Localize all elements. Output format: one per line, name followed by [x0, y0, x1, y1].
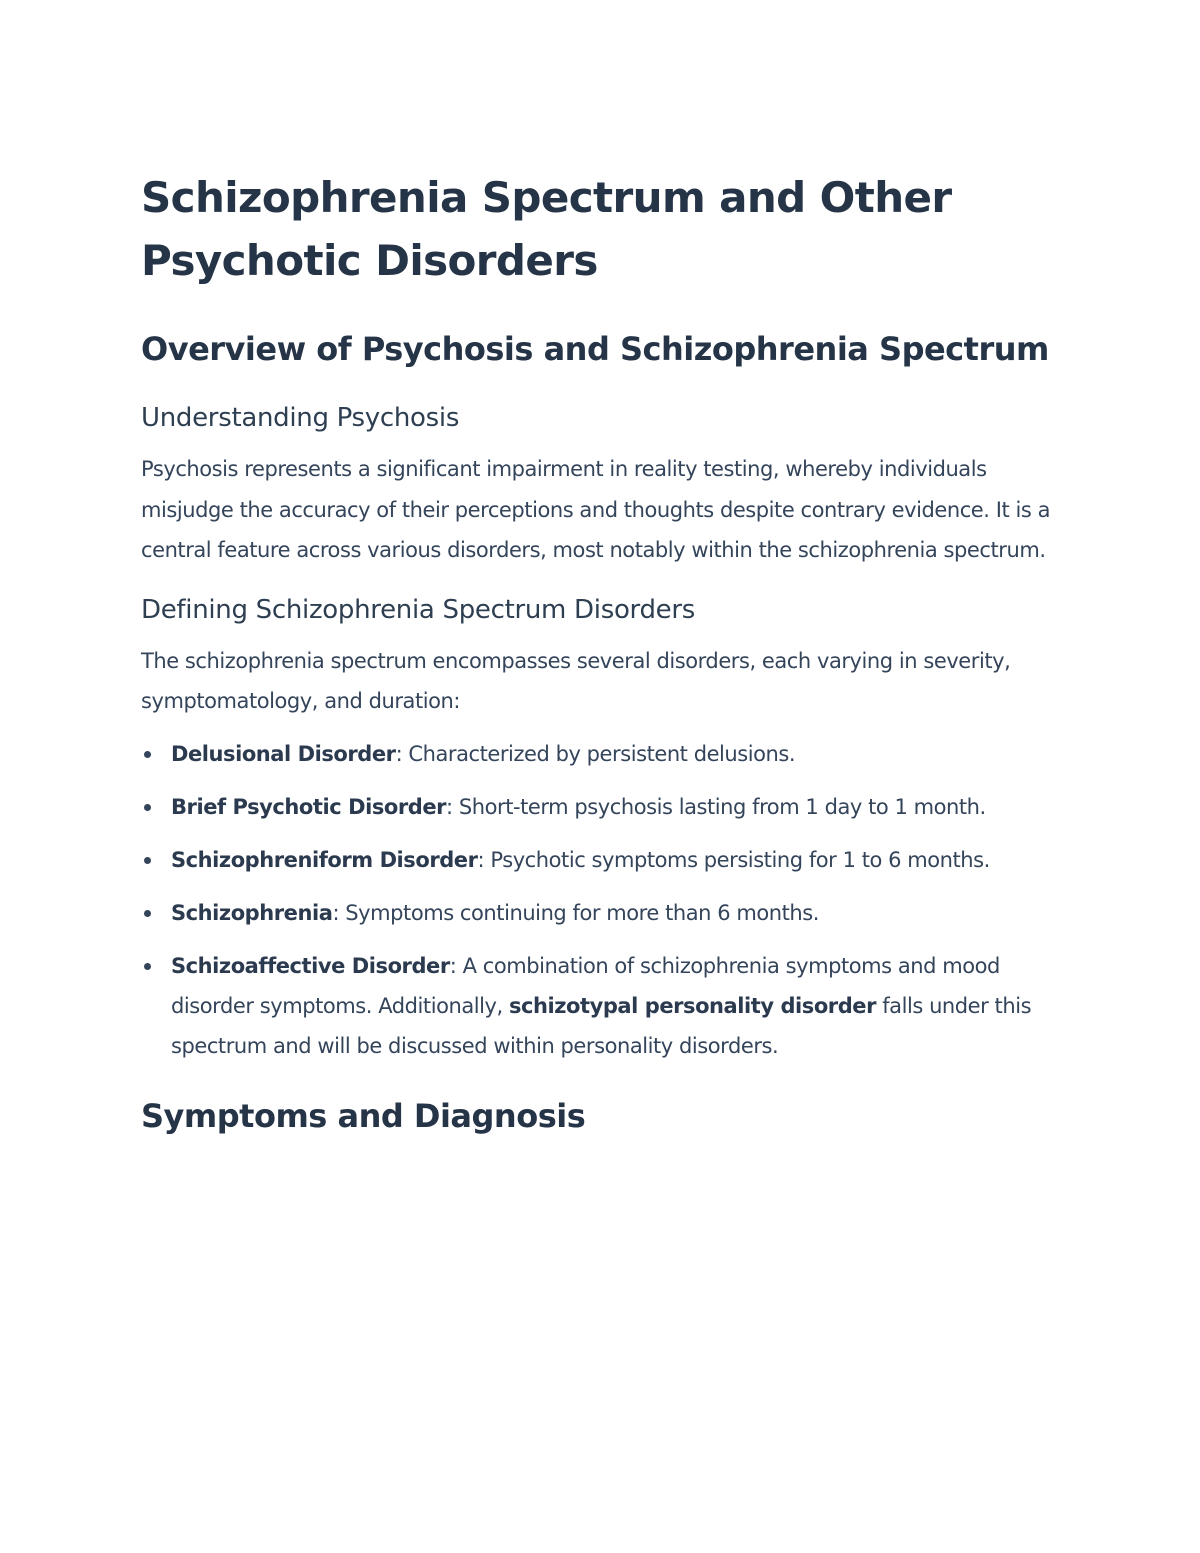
overview-heading: Overview of Psychosis and Schizophrenia Spectrum	[141, 330, 1049, 368]
symptoms-diagnosis-heading: Symptoms and Diagnosis	[141, 1096, 586, 1135]
defining-spectrum-heading: Defining Schizophrenia Spectrum Disorders	[141, 594, 696, 625]
document-title: Schizophrenia Spectrum and Other Psychotic Disorders	[141, 173, 952, 285]
list-item-description: : Characterized by persistent delusions.	[395, 741, 796, 766]
list-item	[141, 946, 1061, 1066]
bullet-icon	[144, 910, 151, 917]
list-item-term: Brief Psychotic Disorder	[171, 794, 447, 819]
list-item	[141, 787, 1061, 827]
understanding-psychosis-paragraph: Psychosis represents a significant impairment in reality testing, whereby individuals misjudge the accuracy of their perceptions and thoughts despite contrary evidence. It is a central feature across various disorders, most notably within the schizophrenia spectrum.	[141, 457, 1050, 562]
list-item-extra-term: schizotypal personality disorder	[508, 993, 876, 1018]
list-item-term: Schizophreniform Disorder	[171, 847, 478, 872]
bullet-icon	[144, 804, 151, 811]
list-item-description: : Psychotic symptoms persisting for 1 to 6 months.	[477, 847, 990, 872]
bullet-icon	[144, 857, 151, 864]
list-item-extra-description: falls under this spectrum and will be discussed within personality disorders.	[171, 993, 1032, 1058]
list-item-term: Delusional Disorder	[171, 741, 396, 766]
list-item-term: Schizophrenia	[171, 900, 333, 925]
list-item	[141, 734, 1061, 774]
understanding-psychosis-heading: Understanding Psychosis	[141, 403, 460, 433]
list-item	[141, 840, 1061, 880]
list-item	[141, 893, 1061, 933]
bullet-icon	[144, 963, 151, 970]
list-item-description: : Short-term psychosis lasting from 1 day to 1 month.	[446, 794, 986, 819]
list-item-description: : A combination of schizophrenia symptoms and mood disorder symptoms. Additionally,	[171, 953, 1000, 1018]
list-item-term: Schizoaffective Disorder	[171, 953, 450, 978]
list-item-description: : Symptoms continuing for more than 6 months.	[332, 900, 820, 925]
document-page	[141, 166, 1061, 1145]
bullet-icon	[144, 751, 151, 758]
spectrum-disorders-list	[141, 734, 1061, 1066]
defining-spectrum-intro: The schizophrenia spectrum encompasses several disorders, each varying in severity, symptomatology, and duration:	[141, 648, 1011, 713]
